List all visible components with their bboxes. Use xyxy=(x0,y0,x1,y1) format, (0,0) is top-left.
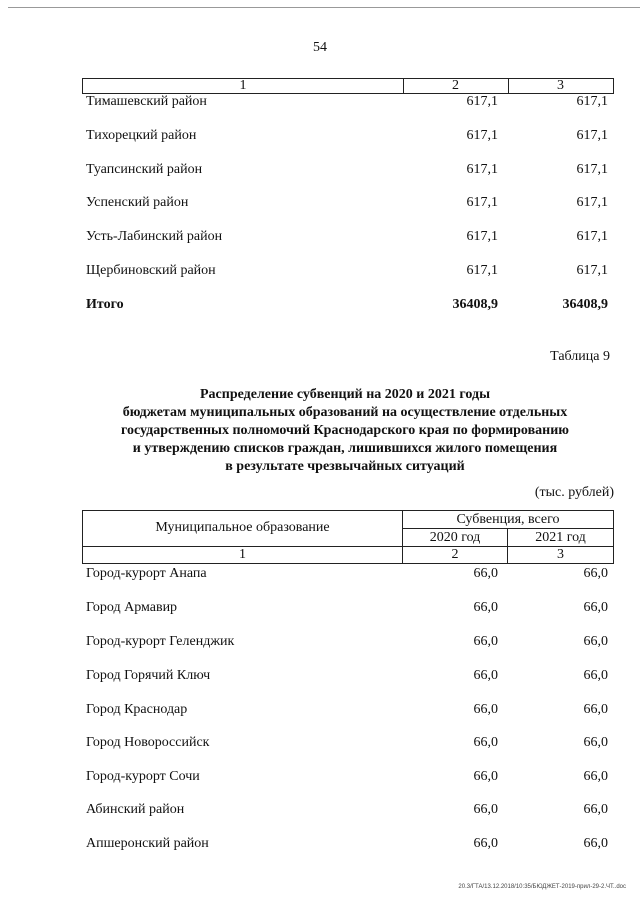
table-row xyxy=(86,835,608,853)
total-row xyxy=(86,296,608,314)
heading-line: в результате чрезвычайных ситуаций xyxy=(225,459,465,474)
table-row xyxy=(86,161,608,179)
top-rule xyxy=(8,7,640,8)
value-2020: 617,1 xyxy=(466,94,498,109)
table2-header xyxy=(82,510,614,564)
municipality-name: Тихорецкий район xyxy=(86,128,197,143)
col-year-2020: 2020 год xyxy=(403,529,508,547)
municipality-name: Город Армавир xyxy=(86,600,178,615)
municipality-name: Апшеронский район xyxy=(86,836,209,851)
heading-line: и утверждению списков граждан, лишившихся жилого помещения xyxy=(132,441,558,456)
table-row xyxy=(86,633,608,651)
value-2020: 66,0 xyxy=(473,769,498,784)
value-2021: 66,0 xyxy=(583,769,608,784)
value-2020: 617,1 xyxy=(466,162,498,177)
table-row xyxy=(86,701,608,719)
table-row xyxy=(86,734,608,752)
value-2020: 66,0 xyxy=(473,802,498,817)
total-2021: 36408,9 xyxy=(562,297,608,312)
value-2021: 66,0 xyxy=(583,702,608,717)
heading-line: Распределение субвенций на 2020 и 2021 годы xyxy=(200,387,490,402)
municipality-name: Город-курорт Геленджик xyxy=(86,634,235,649)
table1-col-1: 1 xyxy=(83,79,404,93)
total-label: Итого xyxy=(86,297,124,312)
municipality-name: Город Краснодар xyxy=(86,702,188,717)
col-subvention: Субвенция, всего xyxy=(403,511,613,529)
table-row xyxy=(86,599,608,617)
table-row xyxy=(86,801,608,819)
value-2020: 617,1 xyxy=(466,263,498,278)
col-municipality: Муниципальное образование xyxy=(83,511,403,547)
value-2021: 617,1 xyxy=(576,229,608,244)
municipality-name: Город Новороссийск xyxy=(86,735,210,750)
municipality-name: Город-курорт Анапа xyxy=(86,566,207,581)
municipality-name: Туапсинский район xyxy=(86,162,203,177)
municipality-name: Город-курорт Сочи xyxy=(86,769,200,784)
value-2020: 617,1 xyxy=(466,128,498,143)
value-2020: 66,0 xyxy=(473,836,498,851)
table-row xyxy=(86,262,608,280)
value-2020: 66,0 xyxy=(473,634,498,649)
table1-col-3: 3 xyxy=(557,78,564,93)
value-2021: 66,0 xyxy=(583,836,608,851)
value-2020: 66,0 xyxy=(473,566,498,581)
table-row xyxy=(86,768,608,786)
value-2021: 617,1 xyxy=(576,195,608,210)
value-2021: 617,1 xyxy=(576,162,608,177)
table-row xyxy=(86,127,608,145)
value-2020: 66,0 xyxy=(473,702,498,717)
value-2021: 66,0 xyxy=(583,802,608,817)
municipality-name: Тимашевский район xyxy=(86,94,207,109)
col-number-3: 3 xyxy=(557,547,564,562)
value-2020: 66,0 xyxy=(473,735,498,750)
municipality-name: Абинский район xyxy=(86,802,185,817)
table1-header xyxy=(82,78,614,94)
col-number-2: 2 xyxy=(403,547,508,563)
value-2020: 617,1 xyxy=(466,229,498,244)
value-2020: 66,0 xyxy=(473,600,498,615)
municipality-name: Город Горячий Ключ xyxy=(86,668,211,683)
value-2021: 66,0 xyxy=(583,634,608,649)
table-row xyxy=(86,228,608,246)
value-2021: 617,1 xyxy=(576,263,608,278)
file-footer: 20.3/ГТА/13.12.2018/10:35/БЮДЖЕТ-2019-прил-29-2.ЧТ..doc xyxy=(458,884,626,890)
table1-col-2: 2 xyxy=(403,79,509,93)
municipality-name: Усть-Лабинский район xyxy=(86,229,223,244)
value-2021: 66,0 xyxy=(583,668,608,683)
value-2021: 617,1 xyxy=(576,128,608,143)
table-heading xyxy=(70,386,620,476)
table-row xyxy=(86,565,608,583)
heading-line: государственных полномочий Краснодарского края по формированию xyxy=(121,423,569,438)
heading-line: бюджетам муниципальных образований на осуществление отдельных xyxy=(122,405,568,420)
value-2021: 617,1 xyxy=(576,94,608,109)
table-row xyxy=(86,194,608,212)
value-2020: 66,0 xyxy=(473,668,498,683)
table-row xyxy=(86,667,608,685)
col-number-1: 1 xyxy=(83,547,403,563)
value-2021: 66,0 xyxy=(583,735,608,750)
municipality-name: Щербиновский район xyxy=(86,263,216,278)
col-year-2021: 2021 год xyxy=(508,529,613,547)
value-2021: 66,0 xyxy=(583,566,608,581)
units-note: (тыс. рублей) xyxy=(534,485,614,500)
municipality-name: Успенский район xyxy=(86,195,189,210)
total-2020: 36408,9 xyxy=(452,297,498,312)
table-row xyxy=(86,93,608,111)
value-2020: 617,1 xyxy=(466,195,498,210)
table-label: Таблица 9 xyxy=(550,349,610,364)
value-2021: 66,0 xyxy=(583,600,608,615)
page-number: 54 xyxy=(313,40,327,55)
